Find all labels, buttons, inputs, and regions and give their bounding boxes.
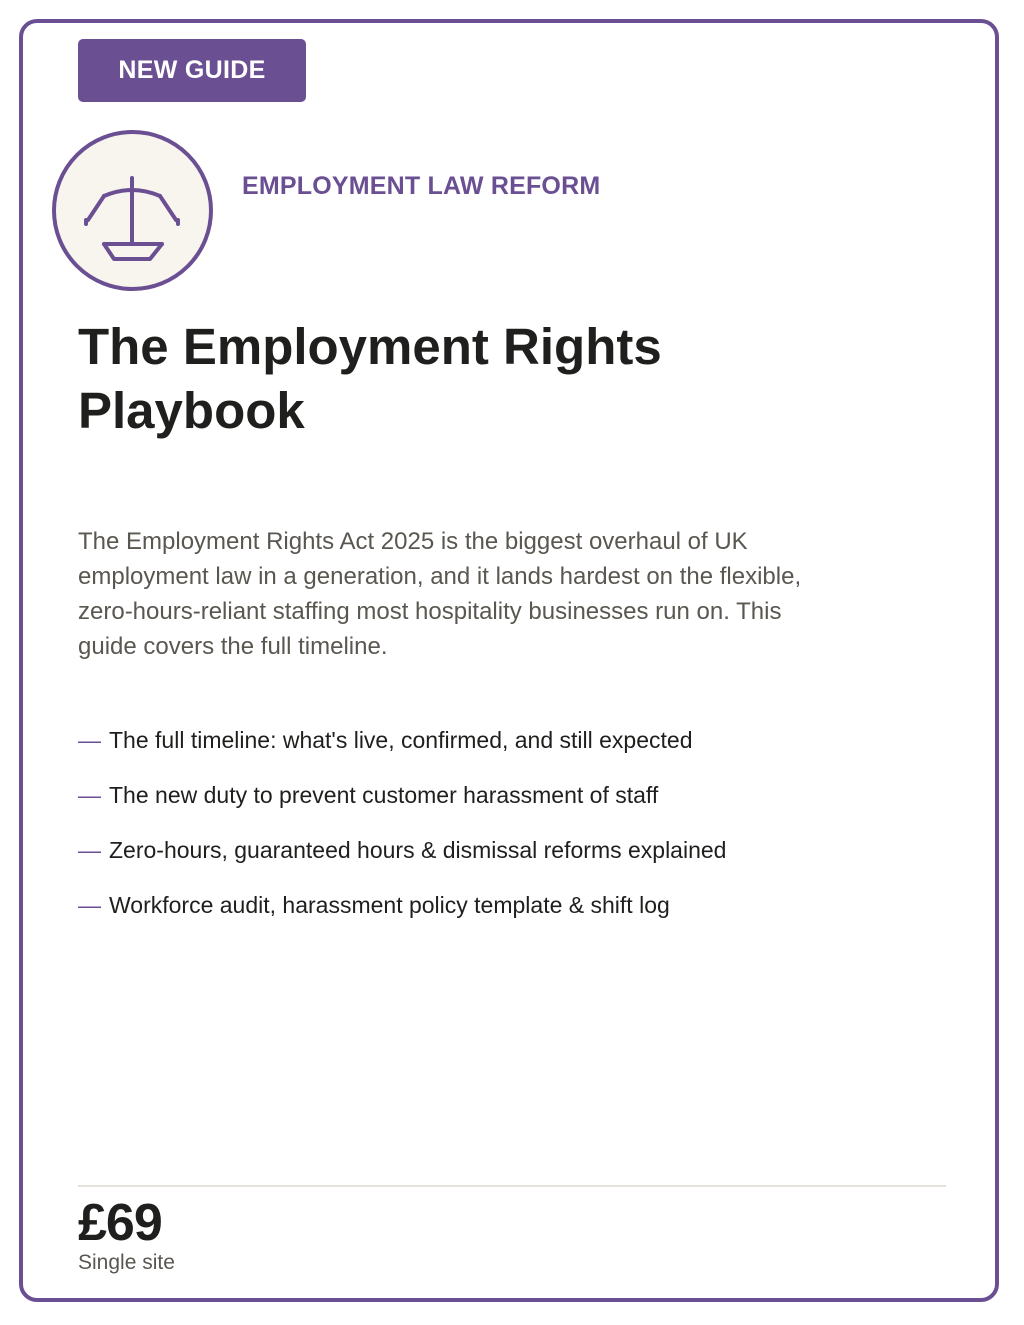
dash-bullet: — [78,782,101,808]
price-note: Single site [78,1251,175,1274]
emblem [52,130,213,291]
dash-bullet: — [78,727,101,753]
feature-text: Zero-hours, guaranteed hours & dismissal reforms explained [109,837,727,863]
feature-item [78,722,726,777]
feature-text: Workforce audit, harassment policy template & shift log [109,892,670,918]
scales-of-justice-icon [56,134,209,287]
title-line-1: The Employment Rights [78,318,662,375]
category-label: EMPLOYMENT LAW REFORM [242,172,601,200]
feature-item [78,832,726,887]
dash-bullet: — [78,837,101,863]
page-title [78,315,878,443]
feature-text: The full timeline: what's live, confirmed, and still expected [109,727,693,753]
feature-text: The new duty to prevent customer harassment of staff [109,782,659,808]
dash-bullet: — [78,892,101,918]
feature-list [78,722,726,942]
new-guide-badge [78,39,306,102]
description: The Employment Rights Act 2025 is the biggest overhaul of UK employment law in a generation, and it lands hardest on the flexible, zero-hours-reliant staffing most hospitality businesses run on. This guide covers the full timeline. [78,528,802,660]
feature-item [78,777,726,832]
price-amount: £69 [78,1194,162,1252]
title-line-2: Playbook [78,382,305,439]
price-divider [78,1185,946,1187]
badge-label: NEW GUIDE [118,56,266,84]
feature-item [78,887,726,942]
